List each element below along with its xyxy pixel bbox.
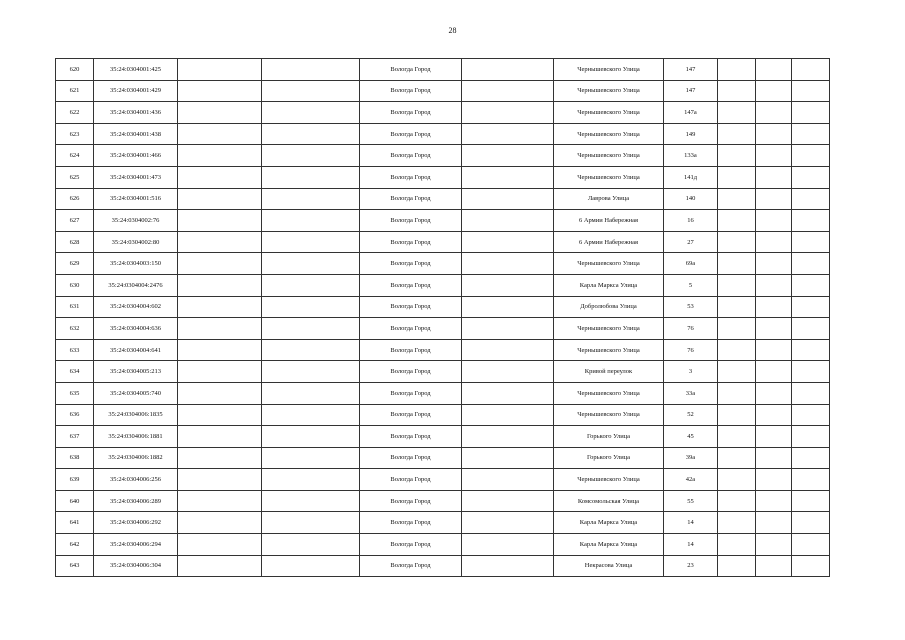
- empty-cell: [792, 534, 830, 556]
- cadastral-number-cell: 35:24:0304004:636: [94, 318, 178, 340]
- row-number-cell: 636: [56, 404, 94, 426]
- empty-cell: [718, 210, 756, 232]
- empty-cell: [262, 296, 360, 318]
- empty-cell: [262, 80, 360, 102]
- row-number-cell: 624: [56, 145, 94, 167]
- empty-cell: [262, 123, 360, 145]
- empty-cell: [462, 555, 554, 577]
- street-cell: Чернышевского Улица: [554, 339, 664, 361]
- street-cell: Добролюбова Улица: [554, 296, 664, 318]
- city-cell: Вологда Город: [360, 318, 462, 340]
- cadastral-number-cell: 35:24:0304006:1881: [94, 426, 178, 448]
- empty-cell: [718, 426, 756, 448]
- empty-cell: [718, 555, 756, 577]
- street-cell: Чернышевского Улица: [554, 253, 664, 275]
- street-cell: Комсомольская Улица: [554, 490, 664, 512]
- cadastral-number-cell: 35:24:0304005:213: [94, 361, 178, 383]
- street-cell: Чернышевского Улица: [554, 59, 664, 81]
- empty-cell: [178, 490, 262, 512]
- empty-cell: [262, 490, 360, 512]
- empty-cell: [462, 512, 554, 534]
- empty-cell: [718, 188, 756, 210]
- table-row: [56, 361, 830, 383]
- empty-cell: [178, 188, 262, 210]
- empty-cell: [462, 361, 554, 383]
- city-cell: Вологда Город: [360, 382, 462, 404]
- empty-cell: [262, 145, 360, 167]
- cadastral-number-cell: 35:24:0304001:466: [94, 145, 178, 167]
- cadastral-number-cell: 35:24:0304003:150: [94, 253, 178, 275]
- city-cell: Вологда Город: [360, 490, 462, 512]
- row-number-cell: 626: [56, 188, 94, 210]
- row-number-cell: 631: [56, 296, 94, 318]
- house-number-cell: 53: [664, 296, 718, 318]
- city-cell: Вологда Город: [360, 555, 462, 577]
- cadastral-number-cell: 35:24:0304005:740: [94, 382, 178, 404]
- empty-cell: [178, 361, 262, 383]
- empty-cell: [718, 382, 756, 404]
- empty-cell: [462, 534, 554, 556]
- house-number-cell: 69а: [664, 253, 718, 275]
- empty-cell: [462, 318, 554, 340]
- empty-cell: [756, 274, 792, 296]
- empty-cell: [178, 210, 262, 232]
- street-cell: Чернышевского Улица: [554, 404, 664, 426]
- empty-cell: [262, 231, 360, 253]
- street-cell: Некрасова Улица: [554, 555, 664, 577]
- house-number-cell: 140: [664, 188, 718, 210]
- house-number-cell: 42а: [664, 469, 718, 491]
- cadastral-number-cell: 35:24:0304002:76: [94, 210, 178, 232]
- house-number-cell: 39а: [664, 447, 718, 469]
- empty-cell: [756, 166, 792, 188]
- empty-cell: [262, 534, 360, 556]
- table-row: [56, 123, 830, 145]
- table-row: [56, 490, 830, 512]
- table-row: [56, 231, 830, 253]
- empty-cell: [718, 447, 756, 469]
- empty-cell: [262, 318, 360, 340]
- house-number-cell: 76: [664, 339, 718, 361]
- empty-cell: [462, 296, 554, 318]
- empty-cell: [462, 145, 554, 167]
- empty-cell: [756, 490, 792, 512]
- empty-cell: [262, 274, 360, 296]
- empty-cell: [718, 404, 756, 426]
- city-cell: Вологда Город: [360, 274, 462, 296]
- city-cell: Вологда Город: [360, 339, 462, 361]
- street-cell: Карла Маркса Улица: [554, 512, 664, 534]
- row-number-cell: 641: [56, 512, 94, 534]
- empty-cell: [462, 490, 554, 512]
- street-cell: Карла Маркса Улица: [554, 534, 664, 556]
- table-row: [56, 447, 830, 469]
- empty-cell: [792, 490, 830, 512]
- cadastral-number-cell: 35:24:0304001:473: [94, 166, 178, 188]
- city-cell: Вологда Город: [360, 447, 462, 469]
- row-number-cell: 640: [56, 490, 94, 512]
- empty-cell: [178, 382, 262, 404]
- house-number-cell: 147: [664, 80, 718, 102]
- empty-cell: [178, 80, 262, 102]
- house-number-cell: 5: [664, 274, 718, 296]
- empty-cell: [262, 166, 360, 188]
- street-cell: Чернышевского Улица: [554, 123, 664, 145]
- city-cell: Вологда Город: [360, 102, 462, 124]
- empty-cell: [792, 512, 830, 534]
- empty-cell: [262, 59, 360, 81]
- table-row: [56, 274, 830, 296]
- empty-cell: [756, 555, 792, 577]
- city-cell: Вологда Город: [360, 512, 462, 534]
- row-number-cell: 634: [56, 361, 94, 383]
- empty-cell: [462, 469, 554, 491]
- empty-cell: [178, 404, 262, 426]
- row-number-cell: 623: [56, 123, 94, 145]
- cadastral-number-cell: 35:24:0304006:1882: [94, 447, 178, 469]
- empty-cell: [462, 188, 554, 210]
- empty-cell: [756, 404, 792, 426]
- city-cell: Вологда Город: [360, 253, 462, 275]
- empty-cell: [262, 339, 360, 361]
- street-cell: Чернышевского Улица: [554, 80, 664, 102]
- house-number-cell: 55: [664, 490, 718, 512]
- empty-cell: [792, 296, 830, 318]
- empty-cell: [756, 296, 792, 318]
- row-number-cell: 622: [56, 102, 94, 124]
- cadastral-number-cell: 35:24:0304004:641: [94, 339, 178, 361]
- empty-cell: [718, 296, 756, 318]
- empty-cell: [756, 253, 792, 275]
- empty-cell: [792, 145, 830, 167]
- empty-cell: [756, 534, 792, 556]
- empty-cell: [178, 59, 262, 81]
- empty-cell: [756, 469, 792, 491]
- empty-cell: [178, 447, 262, 469]
- cadastral-number-cell: 35:24:0304001:438: [94, 123, 178, 145]
- table-row: [56, 339, 830, 361]
- empty-cell: [718, 318, 756, 340]
- city-cell: Вологда Город: [360, 166, 462, 188]
- street-cell: Чернышевского Улица: [554, 382, 664, 404]
- empty-cell: [718, 253, 756, 275]
- street-cell: 6 Армии Набережная: [554, 231, 664, 253]
- empty-cell: [178, 166, 262, 188]
- row-number-cell: 630: [56, 274, 94, 296]
- table-row: [56, 102, 830, 124]
- empty-cell: [756, 145, 792, 167]
- empty-cell: [262, 188, 360, 210]
- property-table: [55, 58, 830, 577]
- empty-cell: [178, 534, 262, 556]
- city-cell: Вологда Город: [360, 296, 462, 318]
- empty-cell: [792, 123, 830, 145]
- row-number-cell: 628: [56, 231, 94, 253]
- empty-cell: [178, 555, 262, 577]
- table-row: [56, 188, 830, 210]
- street-cell: 6 Армии Набережная: [554, 210, 664, 232]
- empty-cell: [756, 318, 792, 340]
- table-row: [56, 555, 830, 577]
- cadastral-number-cell: 35:24:0304002:80: [94, 231, 178, 253]
- house-number-cell: 33а: [664, 382, 718, 404]
- empty-cell: [462, 274, 554, 296]
- empty-cell: [792, 188, 830, 210]
- empty-cell: [756, 102, 792, 124]
- table-row: [56, 512, 830, 534]
- city-cell: Вологда Город: [360, 426, 462, 448]
- city-cell: Вологда Город: [360, 231, 462, 253]
- empty-cell: [462, 166, 554, 188]
- house-number-cell: 14: [664, 512, 718, 534]
- empty-cell: [756, 512, 792, 534]
- row-number-cell: 629: [56, 253, 94, 275]
- table-row: [56, 80, 830, 102]
- empty-cell: [718, 469, 756, 491]
- row-number-cell: 638: [56, 447, 94, 469]
- table-body: [56, 59, 830, 577]
- empty-cell: [792, 361, 830, 383]
- empty-cell: [792, 382, 830, 404]
- empty-cell: [178, 253, 262, 275]
- empty-cell: [462, 404, 554, 426]
- empty-cell: [718, 274, 756, 296]
- house-number-cell: 3: [664, 361, 718, 383]
- page-number: 28: [448, 26, 457, 35]
- empty-cell: [718, 339, 756, 361]
- empty-cell: [756, 210, 792, 232]
- city-cell: Вологда Город: [360, 80, 462, 102]
- empty-cell: [262, 512, 360, 534]
- empty-cell: [462, 447, 554, 469]
- empty-cell: [718, 166, 756, 188]
- cadastral-number-cell: 35:24:0304004:602: [94, 296, 178, 318]
- empty-cell: [178, 426, 262, 448]
- empty-cell: [262, 382, 360, 404]
- empty-cell: [462, 123, 554, 145]
- empty-cell: [178, 469, 262, 491]
- empty-cell: [756, 59, 792, 81]
- empty-cell: [756, 231, 792, 253]
- cadastral-number-cell: 35:24:0304001:429: [94, 80, 178, 102]
- empty-cell: [792, 274, 830, 296]
- cadastral-number-cell: 35:24:0304006:256: [94, 469, 178, 491]
- empty-cell: [756, 361, 792, 383]
- empty-cell: [756, 447, 792, 469]
- cadastral-number-cell: 35:24:0304001:516: [94, 188, 178, 210]
- empty-cell: [792, 426, 830, 448]
- empty-cell: [792, 469, 830, 491]
- empty-cell: [792, 102, 830, 124]
- empty-cell: [262, 447, 360, 469]
- row-number-cell: 632: [56, 318, 94, 340]
- empty-cell: [262, 555, 360, 577]
- cadastral-number-cell: 35:24:0304006:292: [94, 512, 178, 534]
- empty-cell: [792, 318, 830, 340]
- house-number-cell: 52: [664, 404, 718, 426]
- city-cell: Вологда Город: [360, 469, 462, 491]
- empty-cell: [756, 188, 792, 210]
- table-row: [56, 296, 830, 318]
- empty-cell: [262, 404, 360, 426]
- empty-cell: [756, 123, 792, 145]
- empty-cell: [792, 404, 830, 426]
- empty-cell: [718, 145, 756, 167]
- street-cell: Чернышевского Улица: [554, 318, 664, 340]
- empty-cell: [178, 102, 262, 124]
- empty-cell: [462, 59, 554, 81]
- cadastral-number-cell: 35:24:0304006:1835: [94, 404, 178, 426]
- empty-cell: [262, 102, 360, 124]
- table-row: [56, 426, 830, 448]
- table-row: [56, 253, 830, 275]
- empty-cell: [462, 231, 554, 253]
- empty-cell: [792, 253, 830, 275]
- empty-cell: [756, 426, 792, 448]
- street-cell: Лаврова Улица: [554, 188, 664, 210]
- house-number-cell: 14: [664, 534, 718, 556]
- row-number-cell: 637: [56, 426, 94, 448]
- empty-cell: [792, 59, 830, 81]
- empty-cell: [262, 469, 360, 491]
- empty-cell: [792, 555, 830, 577]
- street-cell: Чернышевского Улица: [554, 102, 664, 124]
- empty-cell: [792, 231, 830, 253]
- empty-cell: [178, 145, 262, 167]
- house-number-cell: 147а: [664, 102, 718, 124]
- row-number-cell: 620: [56, 59, 94, 81]
- house-number-cell: 147: [664, 59, 718, 81]
- street-cell: Чернышевского Улица: [554, 469, 664, 491]
- empty-cell: [462, 102, 554, 124]
- house-number-cell: 16: [664, 210, 718, 232]
- table-row: [56, 534, 830, 556]
- row-number-cell: 642: [56, 534, 94, 556]
- street-cell: Карла Маркса Улица: [554, 274, 664, 296]
- empty-cell: [462, 210, 554, 232]
- empty-cell: [462, 80, 554, 102]
- empty-cell: [756, 339, 792, 361]
- empty-cell: [718, 102, 756, 124]
- city-cell: Вологда Город: [360, 59, 462, 81]
- table-row: [56, 145, 830, 167]
- cadastral-number-cell: 35:24:0304001:436: [94, 102, 178, 124]
- row-number-cell: 621: [56, 80, 94, 102]
- cadastral-number-cell: 35:24:0304004:2476: [94, 274, 178, 296]
- house-number-cell: 45: [664, 426, 718, 448]
- row-number-cell: 639: [56, 469, 94, 491]
- empty-cell: [792, 210, 830, 232]
- row-number-cell: 643: [56, 555, 94, 577]
- city-cell: Вологда Город: [360, 123, 462, 145]
- empty-cell: [178, 123, 262, 145]
- table-row: [56, 59, 830, 81]
- empty-cell: [462, 339, 554, 361]
- house-number-cell: 76: [664, 318, 718, 340]
- house-number-cell: 149: [664, 123, 718, 145]
- empty-cell: [178, 274, 262, 296]
- empty-cell: [792, 166, 830, 188]
- table-row: [56, 318, 830, 340]
- empty-cell: [178, 339, 262, 361]
- empty-cell: [792, 80, 830, 102]
- empty-cell: [718, 512, 756, 534]
- cadastral-number-cell: 35:24:0304001:425: [94, 59, 178, 81]
- empty-cell: [718, 534, 756, 556]
- empty-cell: [178, 318, 262, 340]
- empty-cell: [718, 59, 756, 81]
- empty-cell: [718, 361, 756, 383]
- table-row: [56, 382, 830, 404]
- cadastral-number-cell: 35:24:0304006:289: [94, 490, 178, 512]
- empty-cell: [756, 382, 792, 404]
- street-cell: Кривой переулок: [554, 361, 664, 383]
- row-number-cell: 627: [56, 210, 94, 232]
- cadastral-number-cell: 35:24:0304006:294: [94, 534, 178, 556]
- empty-cell: [462, 426, 554, 448]
- city-cell: Вологда Город: [360, 188, 462, 210]
- empty-cell: [756, 80, 792, 102]
- house-number-cell: 27: [664, 231, 718, 253]
- house-number-cell: 133а: [664, 145, 718, 167]
- street-cell: Чернышевского Улица: [554, 145, 664, 167]
- table-row: [56, 166, 830, 188]
- empty-cell: [178, 296, 262, 318]
- house-number-cell: 141д: [664, 166, 718, 188]
- empty-cell: [178, 512, 262, 534]
- city-cell: Вологда Город: [360, 404, 462, 426]
- empty-cell: [792, 447, 830, 469]
- city-cell: Вологда Город: [360, 210, 462, 232]
- empty-cell: [718, 490, 756, 512]
- table-row: [56, 210, 830, 232]
- street-cell: Чернышевского Улица: [554, 166, 664, 188]
- city-cell: Вологда Город: [360, 361, 462, 383]
- cadastral-number-cell: 35:24:0304006:304: [94, 555, 178, 577]
- empty-cell: [262, 210, 360, 232]
- empty-cell: [262, 361, 360, 383]
- table-row: [56, 404, 830, 426]
- empty-cell: [718, 123, 756, 145]
- city-cell: Вологда Город: [360, 145, 462, 167]
- row-number-cell: 633: [56, 339, 94, 361]
- street-cell: Горького Улица: [554, 426, 664, 448]
- street-cell: Горького Улица: [554, 447, 664, 469]
- row-number-cell: 625: [56, 166, 94, 188]
- table-row: [56, 469, 830, 491]
- empty-cell: [462, 253, 554, 275]
- empty-cell: [718, 80, 756, 102]
- empty-cell: [262, 253, 360, 275]
- empty-cell: [178, 231, 262, 253]
- house-number-cell: 23: [664, 555, 718, 577]
- empty-cell: [262, 426, 360, 448]
- row-number-cell: 635: [56, 382, 94, 404]
- empty-cell: [462, 382, 554, 404]
- empty-cell: [718, 231, 756, 253]
- empty-cell: [792, 339, 830, 361]
- city-cell: Вологда Город: [360, 534, 462, 556]
